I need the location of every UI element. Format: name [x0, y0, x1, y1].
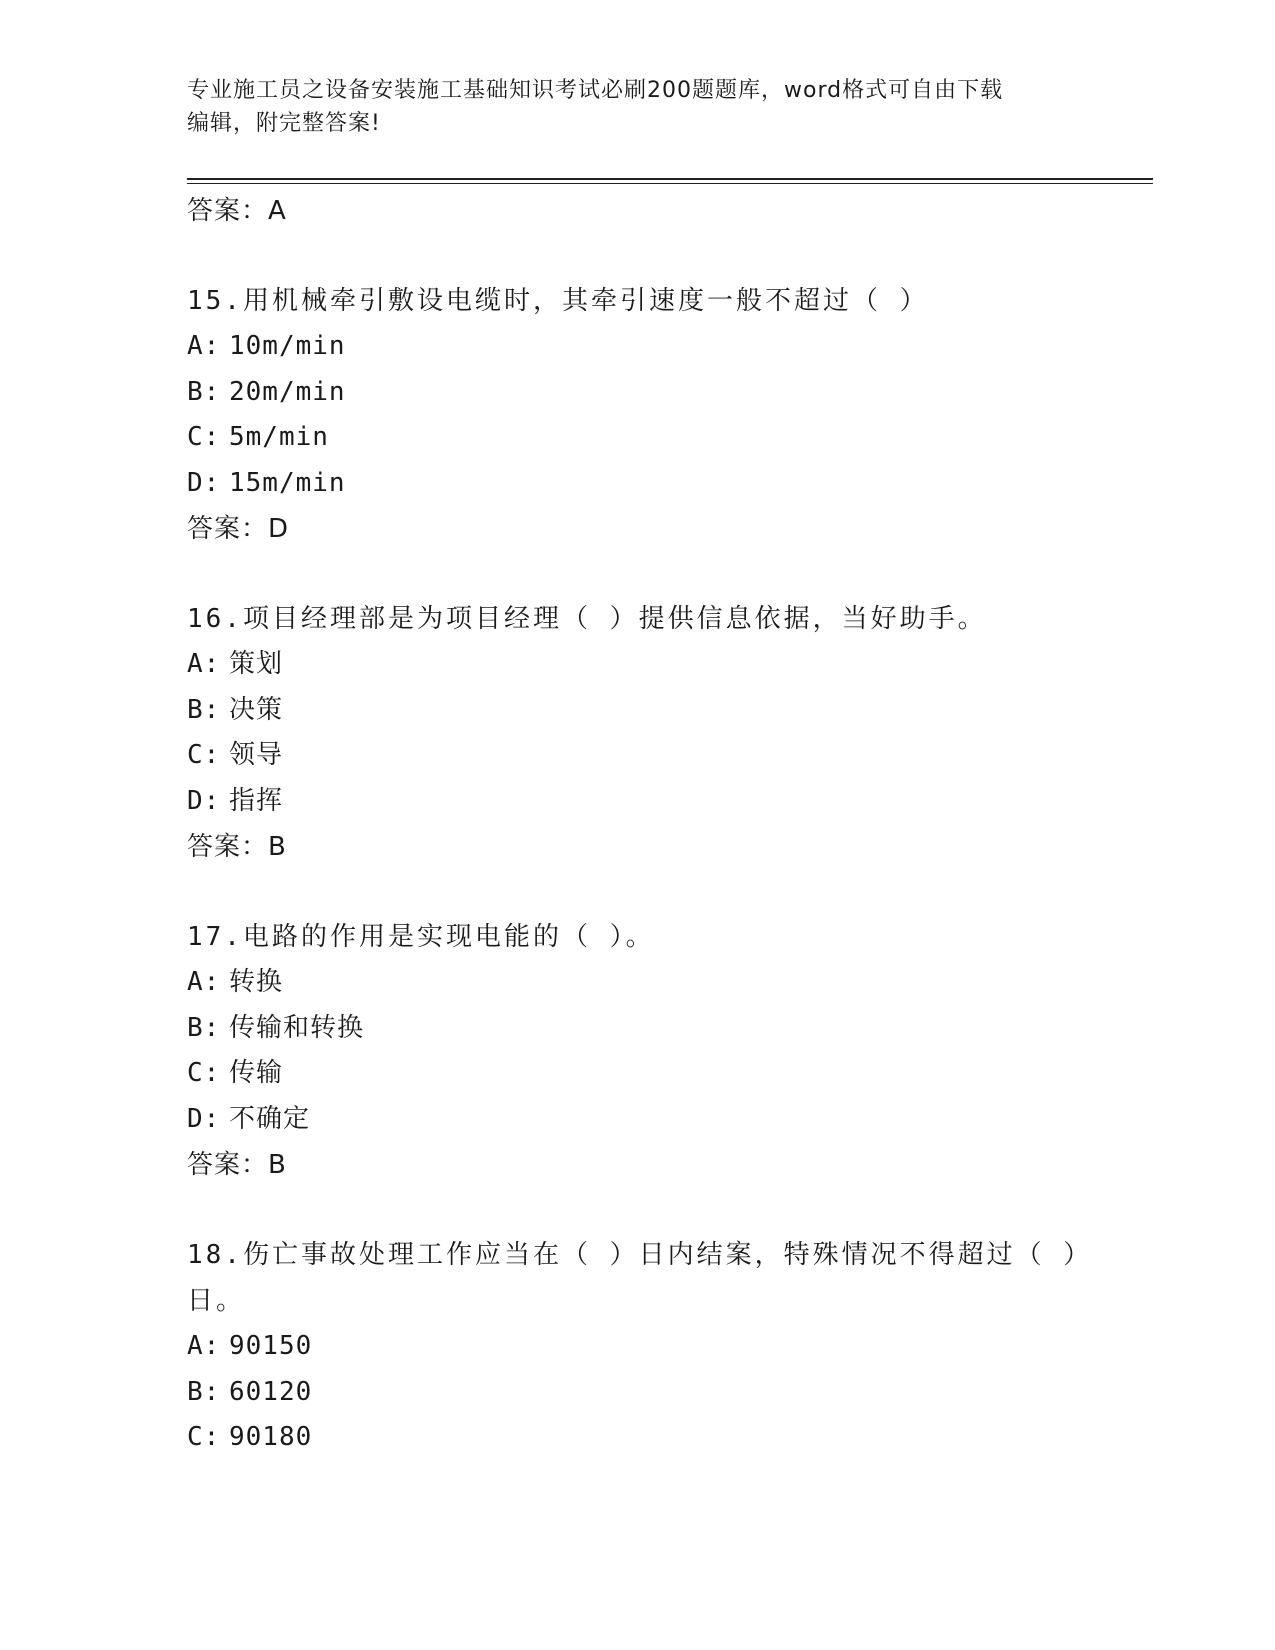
option-a — [187, 960, 1087, 1006]
question-stem: 16.项目经理部是为项目经理（ ）提供信息依据，当好助手。 — [187, 604, 987, 634]
header-title-line1: 专业施工员之设备安装施工基础知识考试必刷200题题库，word格式可自由下载 — [187, 78, 1004, 103]
question-stem: 17.电路的作用是实现电能的（ ）。 — [187, 922, 655, 952]
previous-answer: 答案：A — [187, 196, 287, 226]
option-text: 90180 — [229, 1422, 313, 1452]
question-stem: 18.伤亡事故处理工作应当在（ ）日内结案，特殊情况不得超过（ ）日。 — [187, 1240, 1080, 1316]
answer-line: 答案：D — [187, 514, 290, 544]
option-letter: B: — [187, 376, 221, 407]
option-text: 10m/min — [229, 331, 346, 361]
option-letter: C: — [187, 1058, 221, 1088]
option-c — [187, 1051, 1087, 1097]
option-text: 决策 — [229, 694, 284, 725]
option-b — [187, 1370, 1087, 1416]
header-divider-thin — [187, 183, 1153, 184]
option-text: 15m/min — [229, 467, 346, 498]
option-text: 5m/min — [229, 422, 329, 452]
option-text: 指挥 — [229, 785, 284, 816]
option-letter: B: — [187, 1376, 221, 1407]
question-17 — [187, 914, 1087, 1188]
question-18 — [187, 1232, 1087, 1461]
question-15 — [187, 278, 1087, 552]
option-text: 不确定 — [229, 1103, 311, 1134]
option-text: 传输和转换 — [229, 1012, 365, 1043]
option-c — [187, 415, 1087, 461]
question-stem: 15.用机械牵引敷设电缆时，其牵引速度一般不超过（ ） — [187, 286, 929, 316]
option-b — [187, 688, 1087, 734]
option-letter: D: — [187, 785, 221, 816]
option-b — [187, 1006, 1087, 1052]
header-title-line2: 编辑，附完整答案! — [187, 111, 381, 136]
option-text: 20m/min — [229, 376, 346, 407]
option-a — [187, 642, 1087, 688]
option-a — [187, 1324, 1087, 1370]
option-d — [187, 461, 1087, 507]
option-text: 领导 — [229, 740, 284, 770]
question-16 — [187, 596, 1087, 870]
document-header — [187, 74, 1087, 140]
option-letter: A: — [187, 331, 221, 361]
option-letter: D: — [187, 467, 221, 498]
answer-line: 答案：B — [187, 1150, 287, 1180]
header-divider-thick — [187, 178, 1153, 180]
option-letter: C: — [187, 422, 221, 452]
option-letter: B: — [187, 694, 221, 725]
option-text: 90150 — [229, 1331, 313, 1361]
option-letter: A: — [187, 1331, 221, 1361]
option-letter: A: — [187, 649, 221, 679]
option-a — [187, 324, 1087, 370]
option-letter: A: — [187, 967, 221, 997]
option-letter: D: — [187, 1103, 221, 1134]
option-d — [187, 1097, 1087, 1143]
option-letter: C: — [187, 740, 221, 770]
option-c — [187, 733, 1087, 779]
option-letter: B: — [187, 1012, 221, 1043]
question-list — [187, 188, 1087, 1461]
option-c — [187, 1415, 1087, 1461]
option-text: 策划 — [229, 649, 284, 679]
option-letter: C: — [187, 1422, 221, 1452]
option-d — [187, 779, 1087, 825]
option-text: 60120 — [229, 1376, 313, 1407]
option-b — [187, 370, 1087, 416]
option-text: 转换 — [229, 967, 284, 997]
answer-line: 答案：B — [187, 832, 287, 862]
option-text: 传输 — [229, 1058, 284, 1088]
